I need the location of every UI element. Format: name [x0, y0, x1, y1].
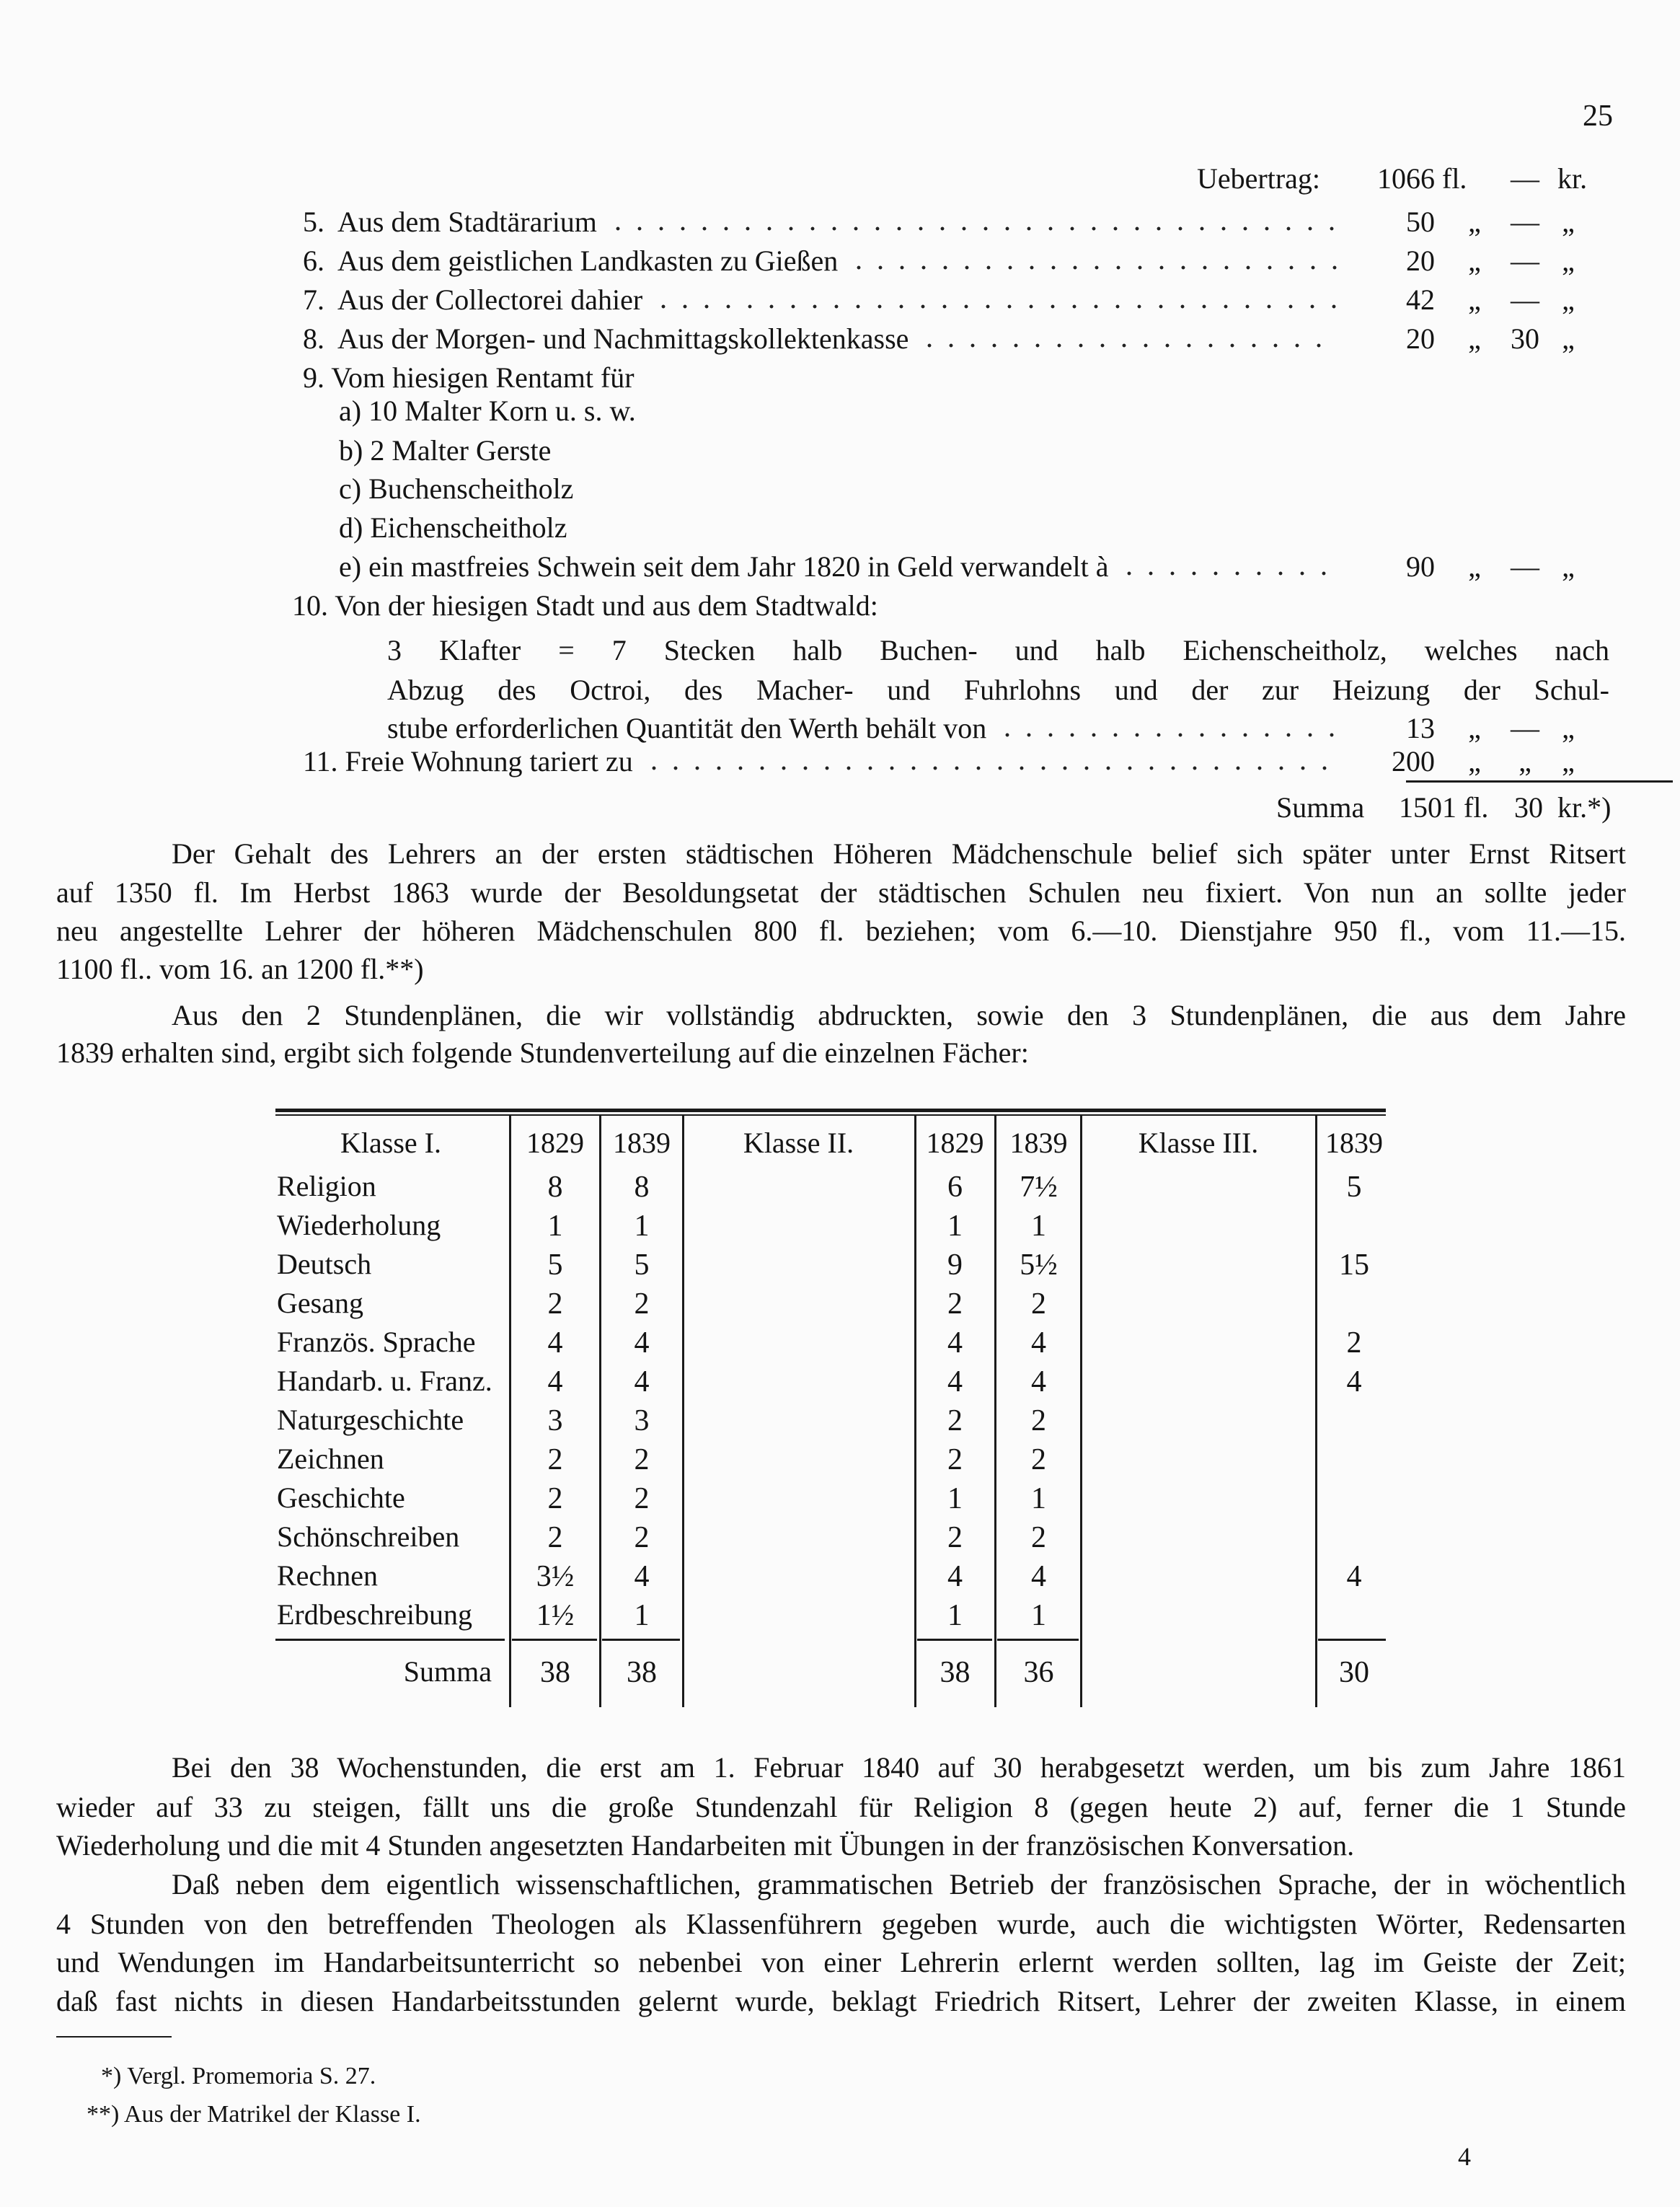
account-item-fl: 20	[1406, 245, 1435, 277]
footnote-rule	[56, 2036, 172, 2038]
table-subject: Deutsch	[277, 1248, 372, 1280]
table-cell-k1-1829: 2	[547, 1521, 563, 1554]
table-cell-k1-1839: 1	[634, 1210, 650, 1243]
paragraph2-line: 1839 erhalten sind, ergibt sich folgende Stundenverteilung auf die einzelnen Fächer:	[56, 1036, 1029, 1069]
item-9-fl: 90	[1406, 550, 1435, 583]
header-year: 1839	[1325, 1127, 1383, 1159]
dot-leader	[1118, 571, 1338, 576]
table-cell-k2-1839: 1	[1031, 1210, 1046, 1243]
item-9-ditto: „	[1468, 550, 1481, 583]
carry-over-label: Uebertrag:	[1197, 162, 1321, 195]
footnote-1: *) Vergl. Promemoria S. 27.	[101, 2063, 376, 2089]
item-10-line: 3 Klafter = 7 Stecken halb Buchen- und halb Eichenscheitholz, welches nach	[387, 634, 1609, 666]
item-9-kr: —	[1511, 550, 1539, 583]
table-cell-k1-1839: 2	[634, 1521, 650, 1554]
table-summa-k1-1839: 38	[627, 1656, 657, 1689]
table-cell-k2-1829: 4	[947, 1560, 963, 1593]
table-cell-k1-1829: 4	[547, 1326, 563, 1360]
header-year: 1839	[613, 1127, 671, 1159]
item-9-sub: a) 10 Malter Korn u. s. w.	[339, 395, 636, 427]
paragraph1-line: 1100 fl.. vom 16. an 1200 fl.**)	[56, 953, 424, 985]
column-divider	[1080, 1116, 1082, 1707]
header-klasse-1: Klasse I.	[340, 1127, 441, 1159]
table-cell-k1-1839: 8	[634, 1171, 650, 1204]
account-item-11	[303, 747, 1348, 776]
dot-leader	[919, 343, 1338, 348]
sum-rule	[602, 1639, 680, 1641]
table-cell-k2-1829: 4	[947, 1365, 963, 1398]
table-cell-k2-1839: 4	[1031, 1326, 1046, 1360]
table-cell-k1-1829: 5	[547, 1248, 563, 1282]
header-klasse-3: Klasse III.	[1138, 1127, 1259, 1159]
paragraph4-line: 4 Stunden von den betreffenden Theologen als Klassenführern gegeben wurde, auch die wichtigsten Wörter, Redensarten	[56, 1908, 1626, 1940]
table-cell-k1-1829: 3½	[536, 1560, 575, 1593]
account-item-label: Aus dem geistlichen Landkasten zu Gießen	[337, 245, 839, 277]
table-cell-k2-1839: 1	[1031, 1599, 1046, 1632]
table-cell-k1-1829: 2	[547, 1287, 563, 1321]
table-cell-k1-1829: 1½	[536, 1599, 575, 1632]
account-item-kr: 30	[1511, 322, 1539, 355]
account-item-label: Aus der Morgen- und Nachmittagskollektenkasse	[337, 322, 909, 355]
table-cell-k3-1839: 2	[1346, 1326, 1362, 1360]
summa-label: Summa	[1276, 791, 1365, 824]
table-cell-k1-1829: 3	[547, 1404, 563, 1437]
table-cell-k2-1829: 2	[947, 1287, 963, 1321]
table-cell-k1-1839: 2	[634, 1287, 650, 1321]
paragraph2-line: Aus den 2 Stundenplänen, die wir vollständig abdruckten, sowie den 3 Stundenplänen, die aus dem Jahre	[172, 999, 1626, 1031]
table-summa-k2-1829: 38	[940, 1656, 971, 1689]
paragraph3-line: Bei den 38 Wochenstunden, die erst am 1. Februar 1840 auf 30 herabgesetzt werden, um bis zum Jahre 1861	[172, 1751, 1626, 1784]
table-cell-k2-1829: 2	[947, 1443, 963, 1476]
table-cell-k3-1839: 4	[1346, 1365, 1362, 1398]
table-cell-k2-1829: 2	[947, 1404, 963, 1437]
item-10-line	[387, 714, 1348, 743]
table-cell-k2-1829: 4	[947, 1326, 963, 1360]
account-item	[303, 247, 1348, 276]
item-9-sub: c) Buchenscheitholz	[339, 472, 574, 505]
account-item-number: 7.	[303, 283, 324, 316]
account-item-ditto: „	[1562, 283, 1575, 316]
summa-kr: 30	[1514, 791, 1543, 824]
column-divider	[599, 1116, 601, 1707]
account-item-kr: —	[1511, 283, 1539, 316]
account-item-ditto: „	[1562, 322, 1575, 355]
header-year: 1829	[526, 1127, 584, 1159]
table-cell-k1-1839: 2	[634, 1443, 650, 1476]
paragraph4-line: daß fast nichts in diesen Handarbeitsstunden gelernt wurde, beklagt Friedrich Ritsert, Lehrer der zweiten Klasse, in einem	[56, 1985, 1626, 2017]
table-cell-k2-1839: 2	[1031, 1443, 1046, 1476]
table-summa-k3-1839: 30	[1339, 1656, 1369, 1689]
item-10-ditto: „	[1562, 712, 1575, 744]
paragraph3-line: Wiederholung und die mit 4 Stunden angesetzten Handarbeiten mit Übungen in der französischen Konversation.	[56, 1829, 1355, 1862]
table-cell-k2-1829: 9	[947, 1248, 963, 1282]
dot-leader	[643, 766, 1338, 770]
table-cell-k1-1829: 8	[547, 1171, 563, 1204]
item-10-heading: 10. Von der hiesigen Stadt und aus dem Stadtwald:	[292, 589, 878, 622]
sum-rule	[1318, 1639, 1386, 1641]
header-year: 1839	[1009, 1127, 1068, 1159]
table-cell-k2-1839: 4	[1031, 1365, 1046, 1398]
item-9-sub-label: e) ein mastfreies Schwein seit dem Jahr 1820 in Geld verwandelt à	[339, 550, 1109, 583]
column-divider	[682, 1116, 684, 1707]
account-item-fl: 42	[1406, 283, 1435, 316]
account-item-11-ditto: „	[1562, 745, 1575, 777]
table-cell-k3-1839: 4	[1346, 1560, 1362, 1593]
dot-leader	[653, 304, 1338, 309]
table-cell-k1-1839: 1	[634, 1599, 650, 1632]
table-cell-k2-1839: 5½	[1020, 1248, 1058, 1282]
account-item-number: 6.	[303, 245, 324, 277]
column-divider	[509, 1116, 511, 1707]
item-10-ditto: „	[1468, 712, 1481, 744]
table-cell-k2-1829: 1	[947, 1599, 963, 1632]
paragraph1-line: Der Gehalt des Lehrers an der ersten städtischen Höheren Mädchenschule belief sich später unter Ernst Ritsert	[172, 837, 1626, 870]
account-item-ditto: „	[1562, 245, 1575, 277]
table-subject: Rechnen	[277, 1559, 378, 1592]
sum-rule	[917, 1639, 992, 1641]
column-divider	[914, 1116, 916, 1707]
paragraph1-line: neu angestellte Lehrer der höheren Mädchenschulen 800 fl. beziehen; vom 6.—10. Dienstjahre 950 fl., vom 11.—15.	[56, 915, 1626, 947]
summa-fl: 1501	[1399, 791, 1456, 824]
table-cell-k2-1839: 2	[1031, 1287, 1046, 1321]
table-cell-k1-1839: 4	[634, 1560, 650, 1593]
item-9-heading: 9. Vom hiesigen Rentamt für	[303, 361, 635, 394]
table-cell-k1-1839: 5	[634, 1248, 650, 1282]
carry-over-kr-unit: kr.	[1557, 162, 1588, 195]
column-divider	[994, 1116, 996, 1707]
table-cell-k1-1839: 4	[634, 1326, 650, 1360]
table-cell-k2-1839: 4	[1031, 1560, 1046, 1593]
sum-rule	[997, 1639, 1079, 1641]
account-item-ditto: „	[1468, 283, 1481, 316]
table-cell-k2-1839: 2	[1031, 1404, 1046, 1437]
table-summa-k2-1839: 36	[1023, 1656, 1054, 1689]
account-item-ditto: „	[1468, 206, 1481, 238]
table-cell-k1-1829: 4	[547, 1365, 563, 1398]
item-9-ditto: „	[1562, 550, 1575, 583]
account-item-label: Aus der Collectorei dahier	[337, 283, 643, 316]
table-cell-k1-1839: 2	[634, 1482, 650, 1515]
column-divider	[1315, 1116, 1317, 1707]
table-subject: Handarb. u. Franz.	[277, 1365, 492, 1397]
account-item-number: 8.	[303, 322, 324, 355]
item-9-sub: d) Eichenscheitholz	[339, 511, 567, 544]
table-cell-k1-1839: 4	[634, 1365, 650, 1398]
table-cell-k3-1839: 5	[1346, 1171, 1362, 1204]
summa-fl-unit: fl.	[1464, 791, 1489, 824]
item-10-kr: —	[1511, 712, 1539, 744]
table-cell-k1-1839: 3	[634, 1404, 650, 1437]
table-top-rule	[275, 1114, 1386, 1116]
sum-rule	[1406, 780, 1673, 783]
account-item-11-ditto: „	[1468, 745, 1481, 777]
account-item-number: 5.	[303, 206, 324, 238]
item-9-sub	[339, 552, 1348, 581]
account-item-ditto: „	[1468, 245, 1481, 277]
carry-over-fl-unit: fl.	[1442, 162, 1467, 195]
dot-leader	[996, 733, 1338, 737]
account-item-kr: —	[1511, 206, 1539, 238]
account-item-label: Aus dem Stadtärarium	[337, 206, 597, 238]
table-subject: Wiederholung	[277, 1209, 441, 1241]
table-cell-k2-1839: 1	[1031, 1482, 1046, 1515]
dot-leader	[848, 265, 1338, 270]
item-10-line: Abzug des Octroi, des Macher- und Fuhrlohns und der zur Heizung der Schul-	[387, 674, 1609, 706]
table-subject: Gesang	[277, 1287, 363, 1319]
table-cell-k2-1839: 2	[1031, 1521, 1046, 1554]
carry-over-kr: —	[1511, 162, 1539, 195]
table-cell-k2-1829: 2	[947, 1521, 963, 1554]
paragraph3-line: wieder auf 33 zu steigen, fällt uns die große Stundenzahl für Religion 8 (gegen heute 2) auf, ferner die 1 Stunde	[56, 1791, 1626, 1823]
page-number: 25	[1583, 100, 1613, 133]
summa-kr-unit: kr.*)	[1557, 791, 1612, 824]
item-10-fl: 13	[1406, 712, 1435, 744]
header-klasse-2: Klasse II.	[743, 1127, 854, 1159]
account-item-ditto: „	[1468, 322, 1481, 355]
table-cell-k1-1829: 2	[547, 1443, 563, 1476]
sum-rule	[275, 1639, 505, 1641]
account-item	[303, 208, 1348, 237]
table-top-rule	[275, 1109, 1386, 1112]
account-item	[303, 322, 1348, 355]
account-item-11-label: 11. Freie Wohnung tariert zu	[303, 745, 633, 777]
paragraph1-line: auf 1350 fl. Im Herbst 1863 wurde der Besoldungsetat der städtischen Schulen neu fixiert. Von nun an sollte jeder	[56, 876, 1626, 909]
account-item-11-kr: „	[1518, 745, 1531, 777]
account-item-11-fl: 200	[1392, 745, 1435, 777]
table-summa-label: Summa	[403, 1655, 492, 1688]
table-summa-k1-1829: 38	[540, 1656, 570, 1689]
table-cell-k3-1839: 15	[1339, 1248, 1369, 1282]
table-subject: Französ. Sprache	[277, 1326, 476, 1358]
account-item-fl: 50	[1406, 206, 1435, 238]
item-9-sub: b) 2 Malter Gerste	[339, 434, 552, 467]
table-cell-k2-1839: 7½	[1020, 1171, 1058, 1204]
item-10-line-label: stube erforderlichen Quantität den Werth behält von	[387, 712, 987, 744]
sum-rule	[512, 1639, 597, 1641]
table-subject: Geschichte	[277, 1481, 405, 1514]
account-item-kr: —	[1511, 245, 1539, 277]
account-item-ditto: „	[1562, 206, 1575, 238]
header-year: 1829	[926, 1127, 984, 1159]
table-cell-k2-1829: 6	[947, 1171, 963, 1204]
table-subject: Religion	[277, 1170, 376, 1202]
table-cell-k1-1829: 1	[547, 1210, 563, 1243]
footnote-2: **) Aus der Matrikel der Klasse I.	[87, 2101, 421, 2128]
table-cell-k2-1829: 1	[947, 1482, 963, 1515]
table-cell-k2-1829: 1	[947, 1210, 963, 1243]
table-subject: Erdbeschreibung	[277, 1598, 473, 1631]
table-cell-k1-1829: 2	[547, 1482, 563, 1515]
signature-mark: 4	[1458, 2142, 1471, 2171]
table-subject: Zeichnen	[277, 1442, 384, 1475]
table-subject: Schönschreiben	[277, 1520, 460, 1553]
table-subject: Naturgeschichte	[277, 1404, 464, 1436]
dot-leader	[607, 226, 1338, 231]
carry-over-fl: 1066	[1377, 162, 1435, 195]
account-item-fl: 20	[1406, 322, 1435, 355]
paragraph4-line: Daß neben dem eigentlich wissenschaftlichen, grammatischen Betrieb der französischen Sprache, der in wöchentlich	[172, 1868, 1626, 1900]
account-item	[303, 283, 1348, 316]
paragraph4-line: und Wendungen im Handarbeitsunterricht so nebenbei von einer Lehrerin erlernt werden sollten, lag im Geiste der Zeit;	[56, 1946, 1626, 1978]
